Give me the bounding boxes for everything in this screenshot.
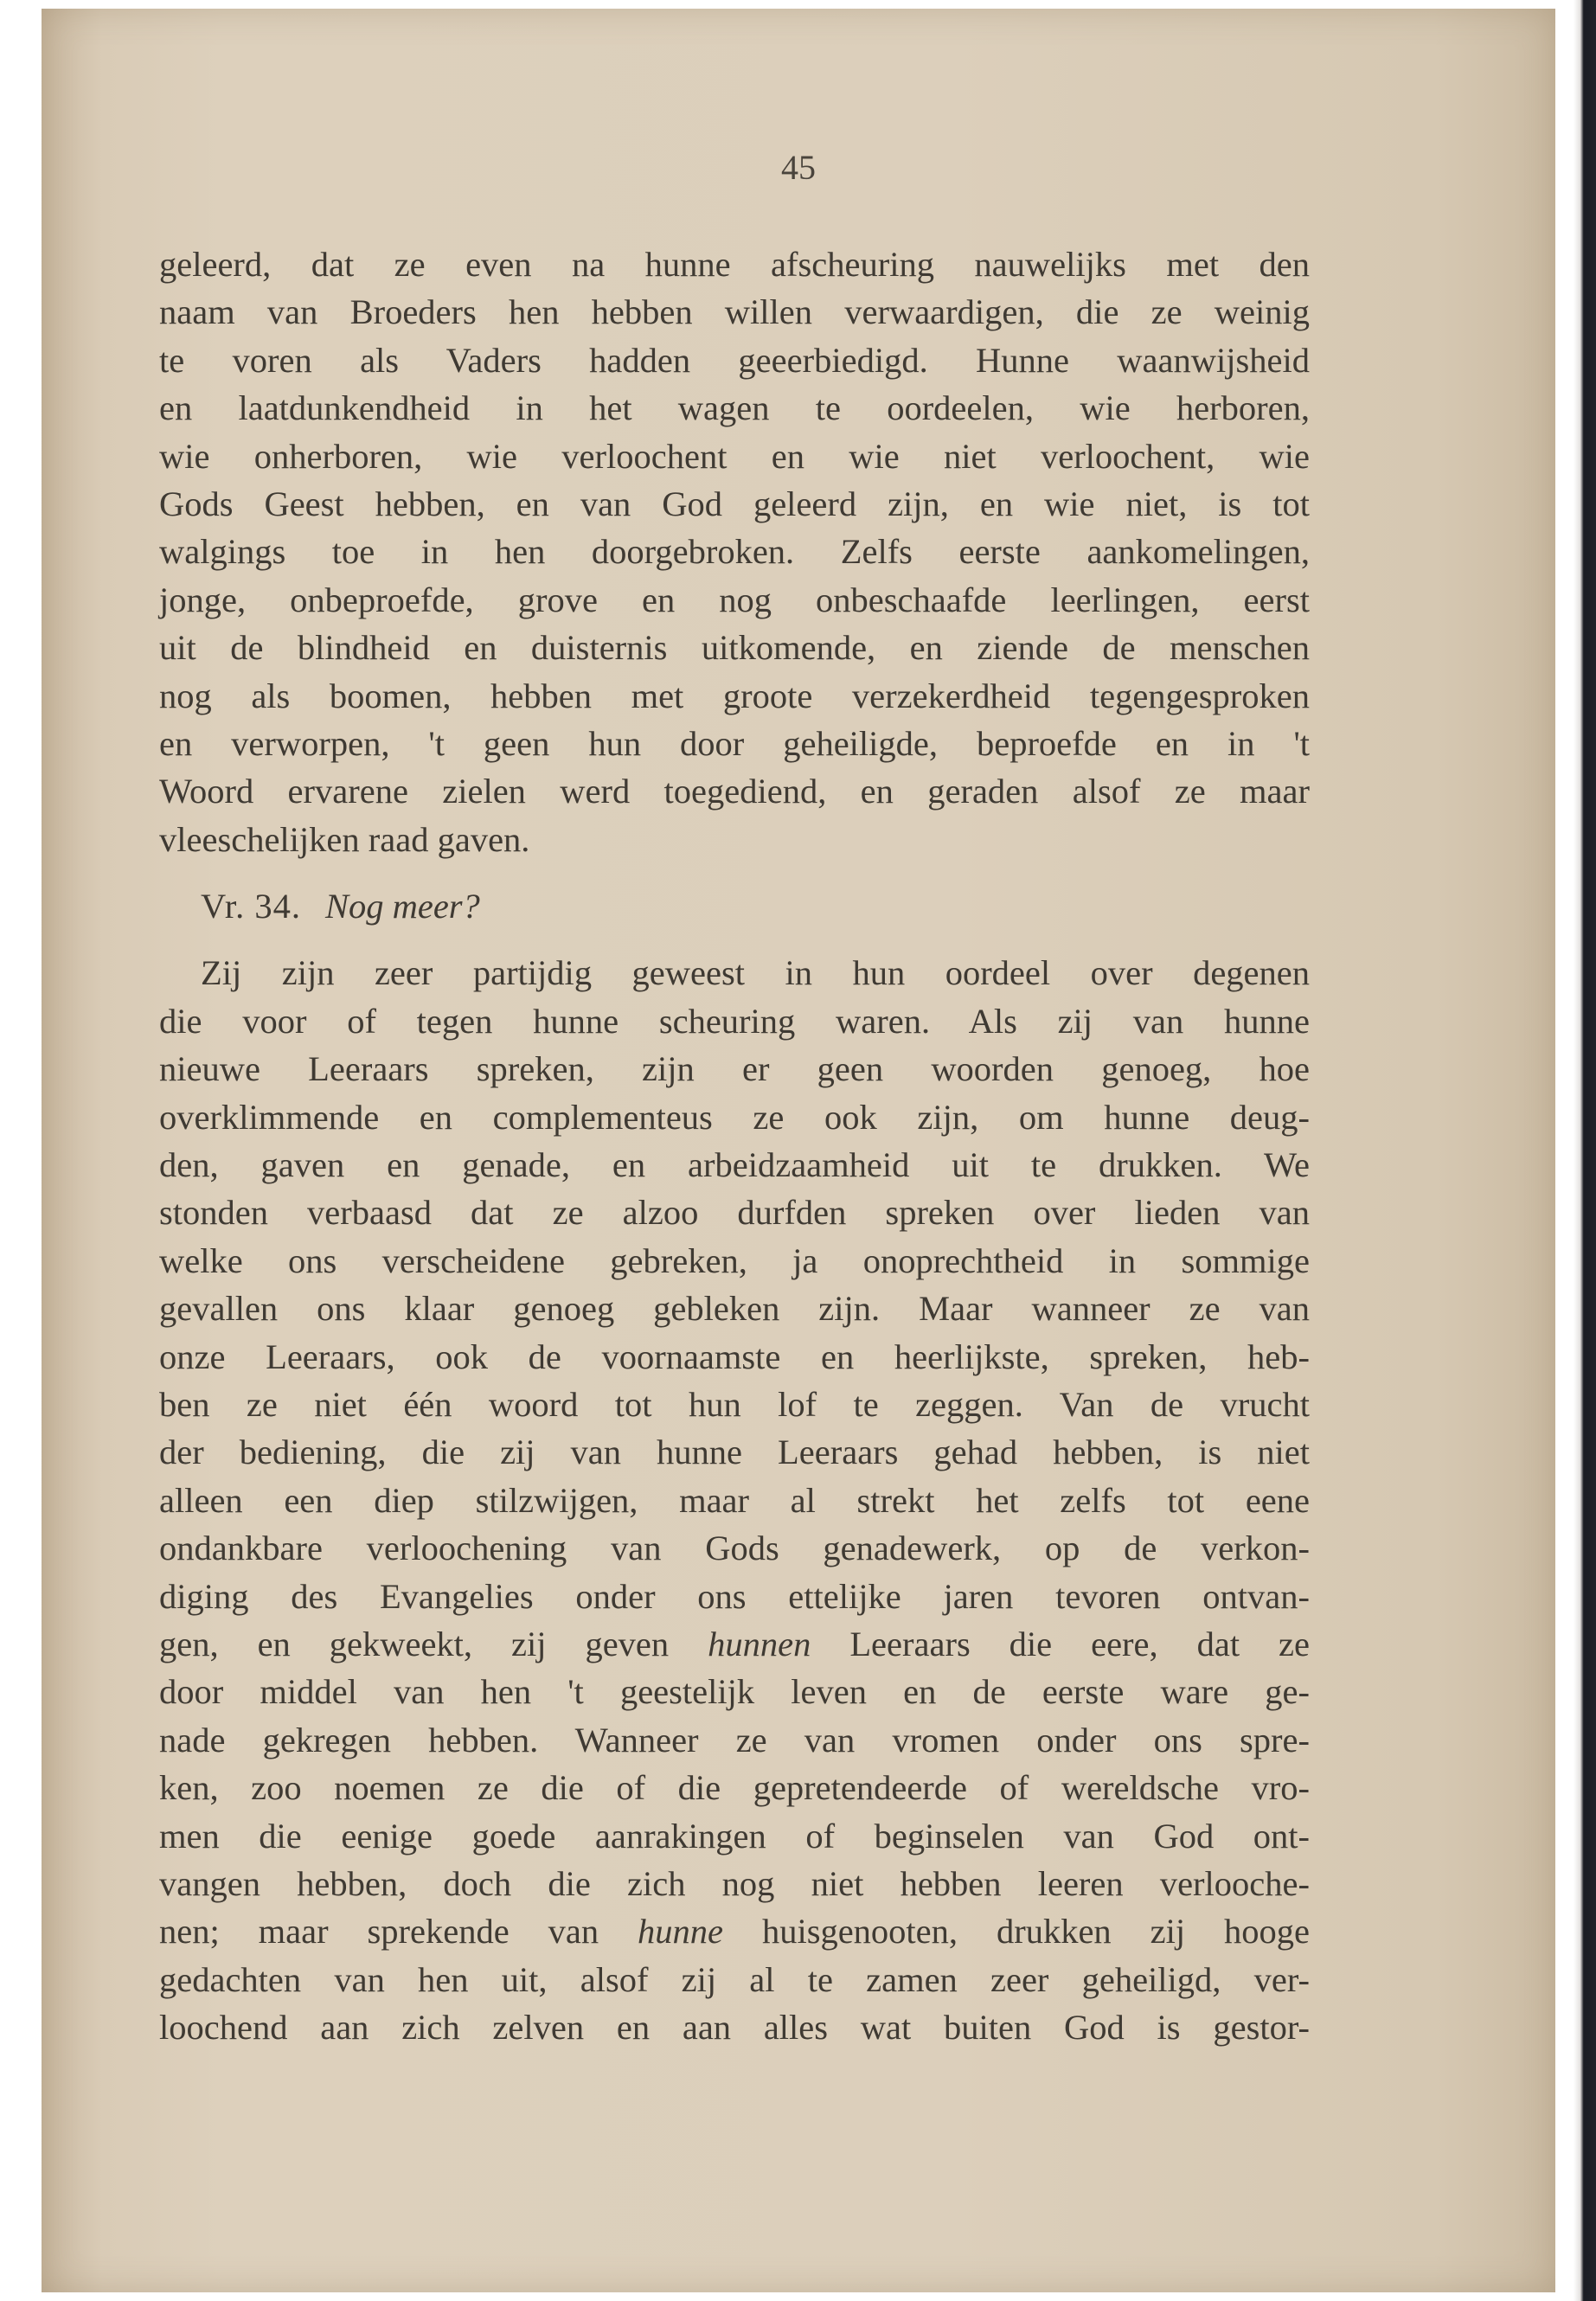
text-line: te voren als Vaders hadden geeerbiedigd. Hunne waanwijsheid — [159, 340, 1310, 380]
paragraph-1 — [159, 240, 1310, 863]
italic-word: hunnen — [708, 1624, 811, 1663]
text-line: men die eenige goede aanrakingen of beginselen van God ont- — [159, 1816, 1310, 1856]
text-line: der bediening, die zij van hunne Leeraars gehad hebben, is niet — [159, 1433, 1310, 1472]
text-line: door middel van hen 't geestelijk leven en de eerste ware ge- — [159, 1672, 1310, 1712]
text-line-with-italic — [159, 1907, 1310, 1955]
text-segment: huisgenooten, drukken zij hooge — [723, 1912, 1310, 1952]
text-line: wie onherboren, wie verloochent en wie niet verloochent, wie — [159, 436, 1310, 476]
text-line: overklimmende en complementeus ze ook zijn, om hunne deug- — [159, 1097, 1310, 1137]
text-line: naam van Broeders hen hebben willen verwaardigen, die ze weinig — [159, 292, 1310, 332]
text-line: vangen hebben, doch die zich nog niet hebben leeren verlooche- — [159, 1863, 1310, 1903]
text-line: loochend aan zich zelven en aan alles wat buiten God is gestor- — [159, 2008, 1310, 2048]
italic-word: hunne — [638, 1912, 724, 1952]
text-line: welke ons verscheidene gebreken, ja onoprechtheid in sommige — [159, 1240, 1310, 1280]
text-segment: Leeraars die eere, dat ze — [811, 1624, 1310, 1663]
book-cover-edge — [1574, 0, 1596, 2301]
text-line: gedachten van hen uit, alsof zij al te zamen zeer geheiligd, ver- — [159, 1959, 1310, 1999]
text-line: en laatdunkendheid in het wagen te oordeelen, wie herboren, — [159, 388, 1310, 428]
text-line: alleen een diep stilzwijgen, maar al strekt het zelfs tot eene — [159, 1480, 1310, 1520]
text-line: walgings toe in hen doorgebroken. Zelfs eerste aankomelingen, — [159, 532, 1310, 572]
text-line: stonden verbaasd dat ze alzoo durfden spreken over lieden van — [159, 1193, 1310, 1233]
book-page — [42, 9, 1555, 2292]
text-line: Woord ervarene zielen werd toegediend, en geraden alsof ze maar — [159, 772, 1310, 811]
text-line: vleeschelijken raad gaven. — [159, 819, 530, 859]
question-text: Nog meer? — [324, 887, 480, 926]
text-line: uit de blindheid en duisternis uitkomende, en ziende de menschen — [159, 628, 1310, 668]
text-line: Gods Geest hebben, en van God geleerd zijn, en wie niet, is tot — [159, 484, 1310, 523]
text-line: den, gaven en genade, en arbeidzaamheid uit te drukken. We — [159, 1145, 1310, 1185]
text-line: nog als boomen, hebben met groote verzekerdheid tegengesproken — [159, 676, 1310, 715]
text-line: gevallen ons klaar genoeg gebleken zijn. Maar wanneer ze van — [159, 1289, 1310, 1329]
text-block — [159, 240, 1310, 2051]
text-line: ondankbare verloochening van Gods genadewerk, op de verkon- — [159, 1529, 1310, 1568]
text-line: nade gekregen hebben. Wanneer ze van vromen onder ons spre- — [159, 1720, 1310, 1759]
page-number: 45 — [781, 148, 816, 187]
text-line: geleerd, dat ze even na hunne afscheuring nauwelijks met den — [159, 245, 1310, 284]
question-heading — [159, 882, 1310, 930]
text-line: Zij zijn zeer partijdig geweest in hun oordeel over degenen — [201, 953, 1310, 993]
text-line-with-italic — [159, 1620, 1310, 1668]
text-line: nieuwe Leeraars spreken, zijn er geen woorden genoeg, hoe — [159, 1049, 1310, 1089]
text-line: en verworpen, 't geen hun door geheiligde, beproefde en in 't — [159, 723, 1310, 763]
text-segment: gen, en gekweekt, zij geven — [159, 1624, 708, 1663]
text-line: diging des Evangelies onder ons ettelijke jaren tevoren ontvan- — [159, 1576, 1310, 1616]
text-line: die voor of tegen hunne scheuring waren. Als zij van hunne — [159, 1001, 1310, 1041]
text-line: onze Leeraars, ook de voornaamste en heerlijkste, spreken, heb- — [159, 1336, 1310, 1376]
question-label: Vr. 34. — [201, 887, 301, 926]
text-line: jonge, onbeproefde, grove en nog onbeschaafde leerlingen, eerst — [159, 580, 1310, 619]
text-segment: nen; maar sprekende van — [159, 1912, 638, 1952]
paragraph-2 — [159, 949, 1310, 2051]
text-line: ben ze niet één woord tot hun lof te zeggen. Van de vrucht — [159, 1384, 1310, 1424]
text-line: ken, zoo noemen ze die of die gepretendeerde of wereldsche vro- — [159, 1768, 1310, 1808]
